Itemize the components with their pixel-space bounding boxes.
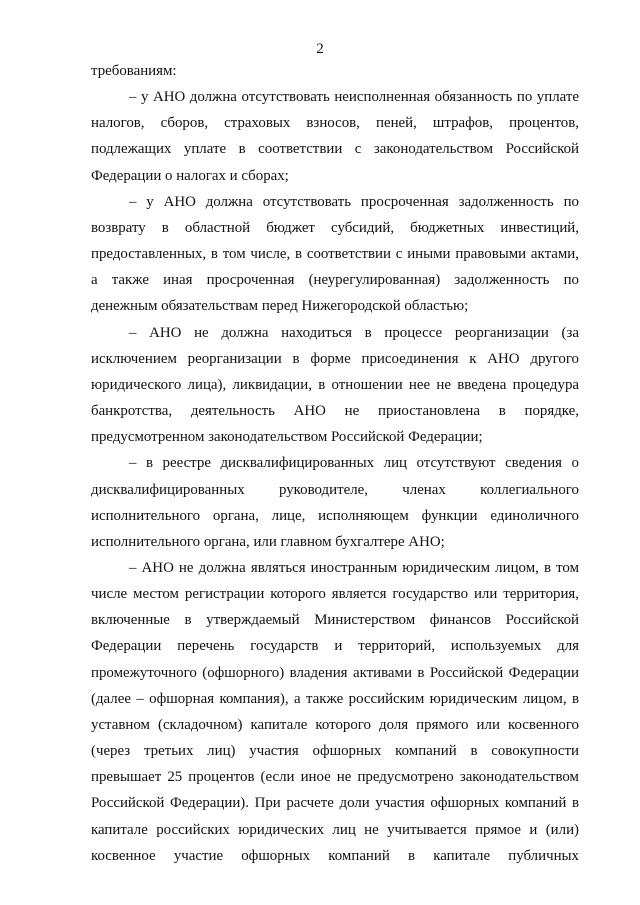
paragraph-tax-obligations: – у АНО должна отсутствовать неисполненная обязанность по уплате налогов, сборов, страховых взносов, пеней, штрафов, процентов, подлежащих уплате в соответствии с законодательством Российской Федерации о налогах и сборах; xyxy=(91,89,579,184)
page-number: 2 xyxy=(316,41,324,57)
paragraph-disqualified-persons: – в реестре дисквалифицированных лиц отсутствуют сведения о дисквалифицированных руководителе, членах коллегиального исполнительного органа, лице, исполняющем функции единоличного исполнительного органа, или главном бухгалтере АНО; xyxy=(91,455,579,550)
paragraph-overdue-debt: – у АНО должна отсутствовать просроченная задолженность по возврату в областной бюджет субсидий, бюджетных инвестиций, предоставленных, в том числе, в соответствии с иными правовыми актами, а также иная просроченная (неурегулированная) задолженность по денежным обязательствам перед Нижегородской областью; xyxy=(91,193,579,315)
paragraph-continuation: требованиям: xyxy=(91,63,177,79)
paragraph-offshore-companies: – АНО не должна являться иностранным юридическим лицом, в том числе местом регистрации которого является государство или территория, включенные в утверждаемый Министерством финансов Российской Федерации перечень государств и территорий, используемых для промежуточного (офшорного) владения активами в Российской Федерации (далее – офшорная компания), а также российским юридическим лицом, в уставном (складочном) капитале которого доля прямого или косвенного (через третьих лиц) участия офшорных компаний в совокупности превышает 25 процентов (если иное не предусмотрено законодательством Российской Федерации). При расчете доли участия офшорных компаний в капитале российских юридических лиц не учитывается прямое и (или) косвенное участие офшорных компаний в капитале публичных xyxy=(91,559,579,864)
paragraph-reorganization: – АНО не должна находиться в процессе реорганизации (за исключением реорганизации в форме присоединения к АНО другого юридического лица), ликвидации, в отношении нее не введена процедура банкротства, деятельность АНО не приостановлена в порядке, предусмотренном законодательством Российской Федерации; xyxy=(91,324,579,446)
document-body xyxy=(91,58,579,869)
